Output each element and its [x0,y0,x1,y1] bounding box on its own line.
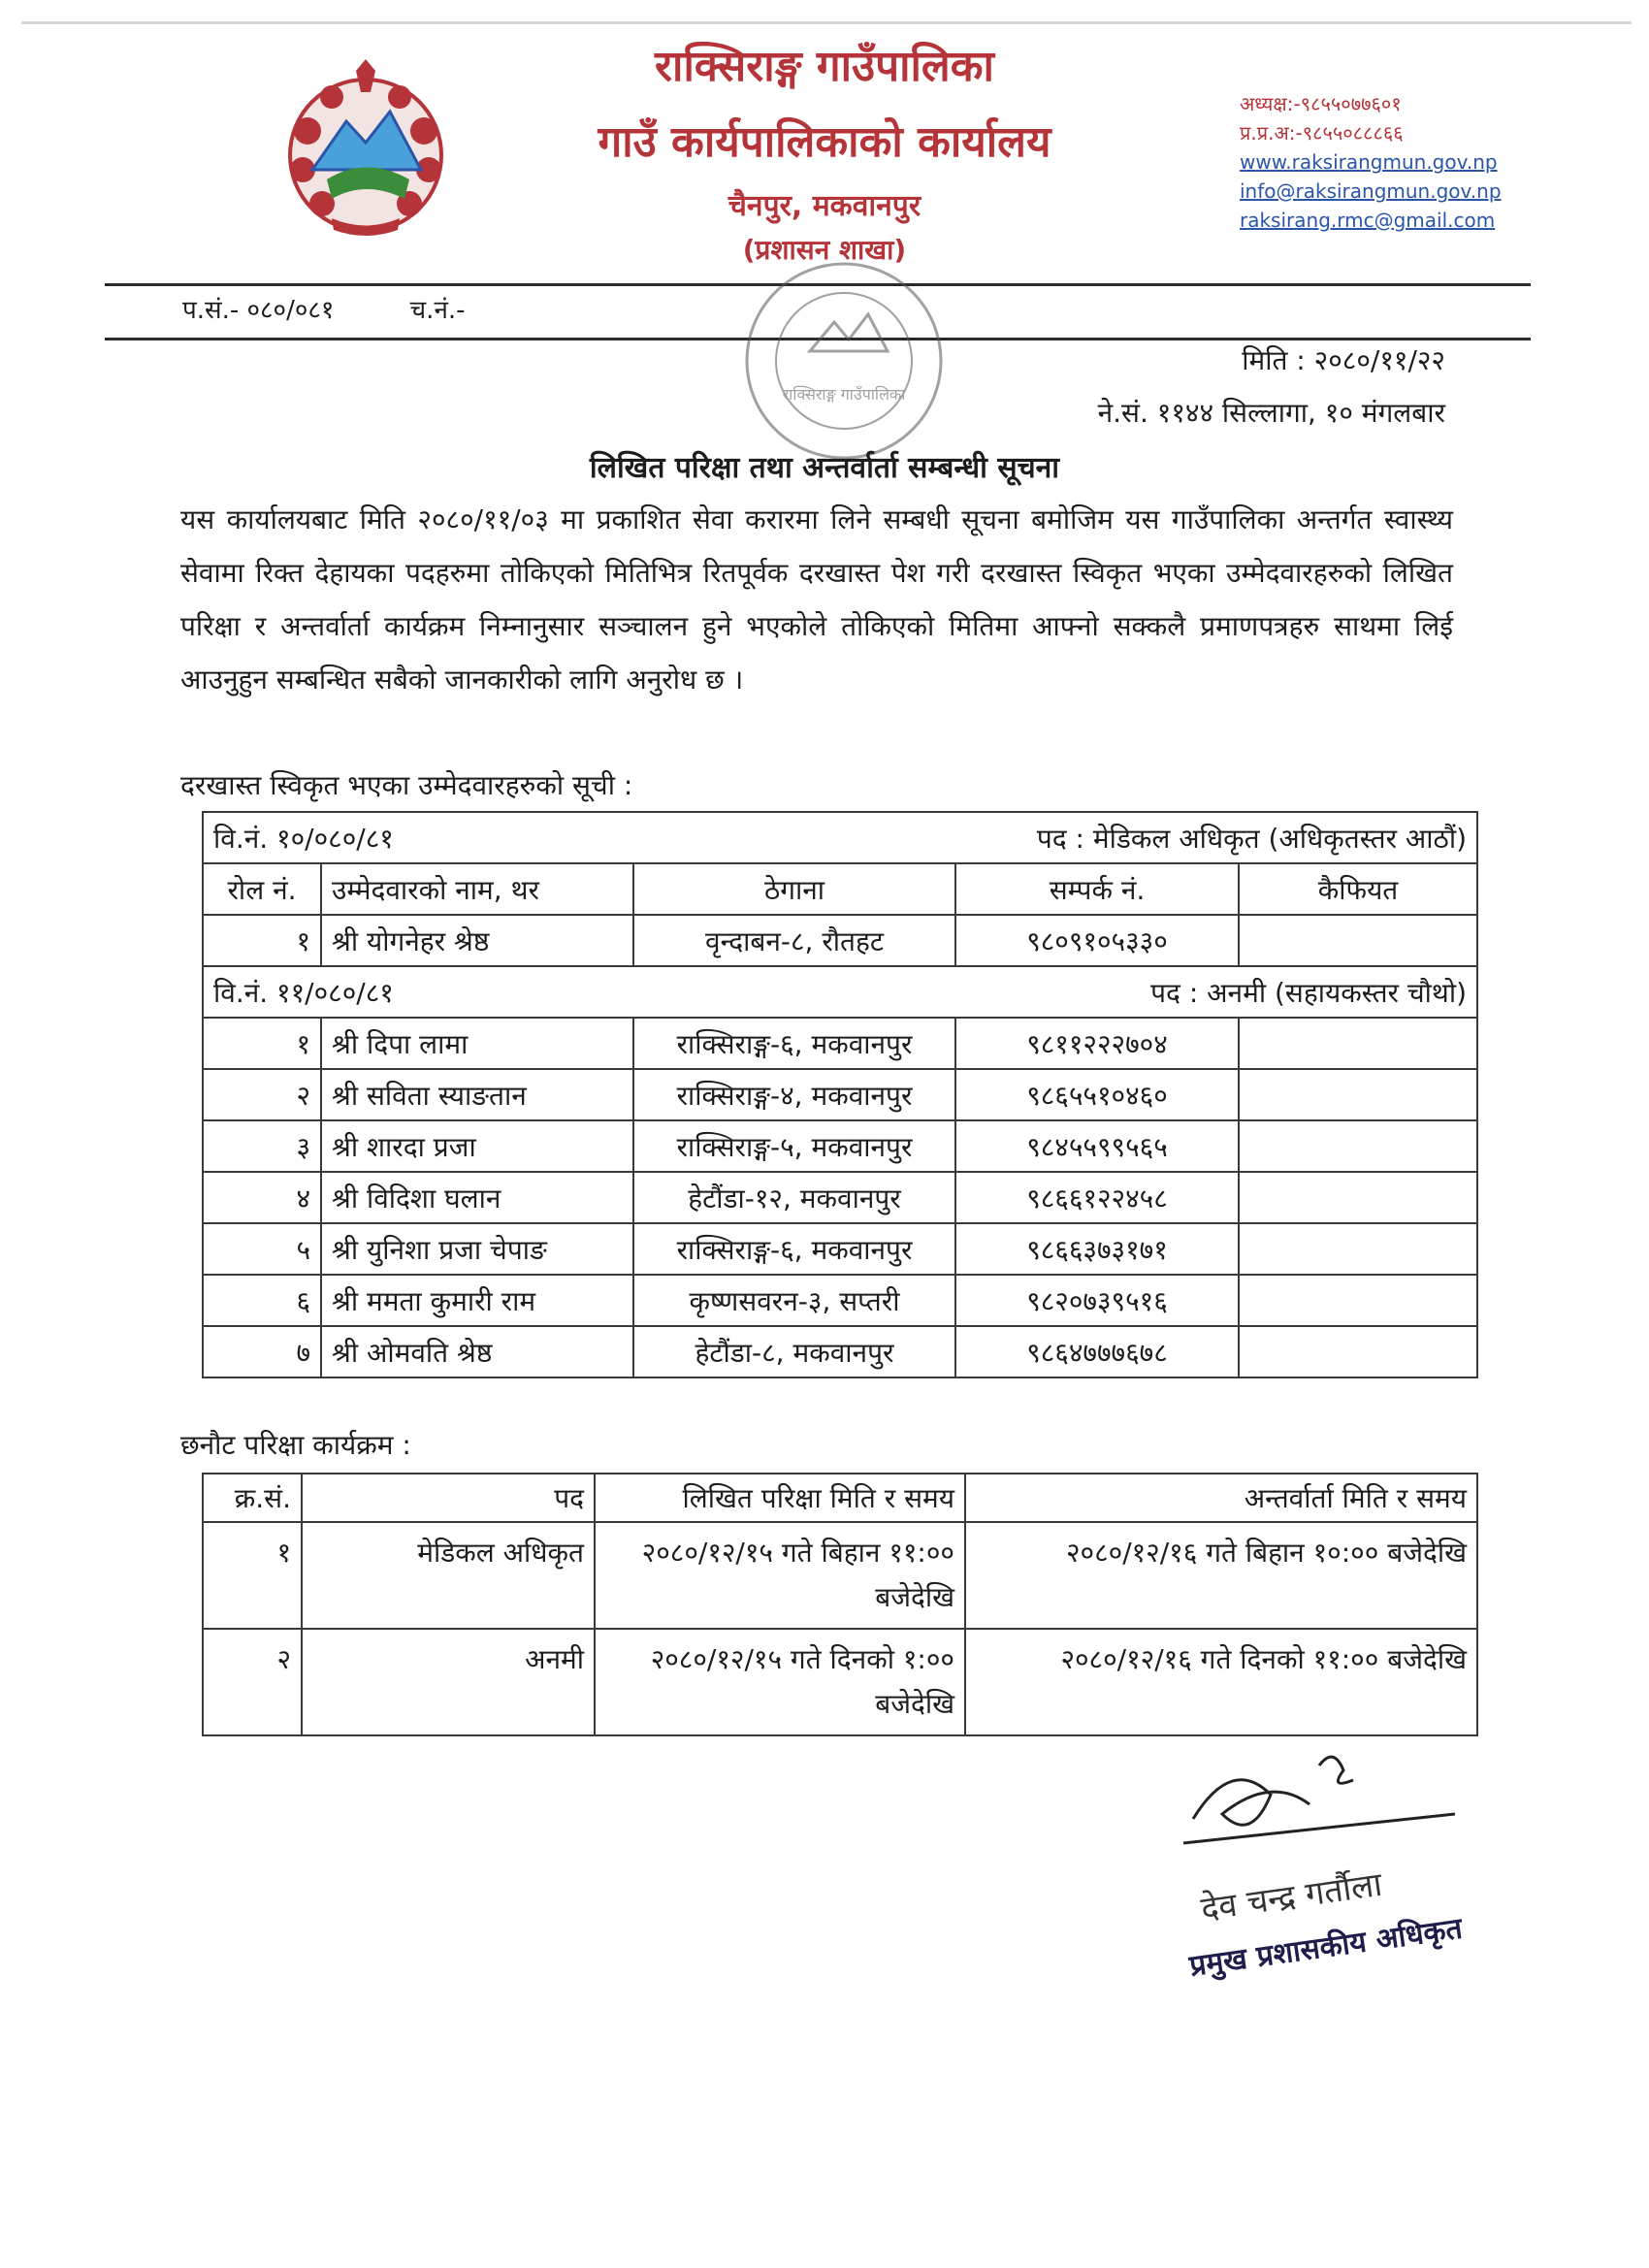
schedule-table [202,1473,1478,1736]
col-header-interview: अन्तर्वार्ता मिति र समय [965,1474,1477,1522]
name-cell: श्री ममता कुमारी राम [321,1275,633,1326]
address-cell: राक्सिराङ्ग-६, मकवानपुर [633,1223,955,1275]
candidate-list-caption: दरखास्त स्विकृत भएका उम्मेदवारहरुको सूची : [180,769,633,801]
col-header-contact: सम्पर्क नं. [955,863,1239,915]
col-header-roll: रोल नं. [203,863,321,915]
office-section: (प्रशासन शाखा) [742,234,907,266]
table-row [203,1629,1477,1735]
col-header-address: ठेगाना [633,863,955,915]
roll-cell: १ [203,1018,321,1069]
office-stamp [737,254,951,468]
email-link-info[interactable]: info@raksirangmun.gov.np [1240,179,1502,203]
roll-cell: ३ [203,1120,321,1172]
address-cell: कृष्णसवरन-३, सप्तरी [633,1275,955,1326]
table-header-row [203,1474,1477,1522]
roll-cell: ७ [203,1326,321,1377]
contact-cell: ९८०९१०५३३० [955,915,1239,966]
address-cell: हेटौंडा-८, मकवानपुर [633,1326,955,1377]
name-cell: श्री सविता स्याङतान [321,1069,633,1120]
remarks-cell [1239,1275,1477,1326]
col-header-sn: क्र.सं. [203,1474,302,1522]
advert-number: वि.नं. ११/०८०/८१ [213,976,394,1009]
sn-cell: २ [203,1629,302,1735]
table-row [203,1069,1477,1120]
letter-number: प.सं.- ०८०/०८१ [182,296,335,325]
name-cell: श्री युनिशा प्रजा चेपाङ [321,1223,633,1275]
remarks-cell [1239,1120,1477,1172]
col-header-written-exam: लिखित परिक्षा मिति र समय [595,1474,965,1522]
contact-block [1240,89,1502,235]
address-cell: राक्सिराङ्ग-४, मकवानपुर [633,1069,955,1120]
address-cell: वृन्दाबन-८, रौतहट [633,915,955,966]
table-row [203,915,1477,966]
notice-body: यस कार्यालयबाट मिति २०८०/११/०३ मा प्रकाशित सेवा करारमा लिने सम्बधी सूचना बमोजिम यस गाउँपालिका अन्तर्गत स्वास्थ्य सेवामा रिक्त देहायका पदहरुमा तोकिएको मितिभित्र रितपूर्वक दरखास्त पेश गरी दरखास्त स्विकृत भएका उम्मेदवारहरुको लिखित परिक्षा र अन्तर्वार्ता कार्यक्रम निम्नानुसार सञ्चालन हुने भएकोले तोकिएको मितिमा आफ्नो सक्कलै प्रमाणपत्रहरु साथमा लिई आउनुहुन सम्बन्धित सबैको जानकारीको लागि अनुरोध छ । [180,503,1453,696]
website-link[interactable]: www.raksirangmun.gov.np [1240,150,1498,174]
name-cell: श्री दिपा लामा [321,1018,633,1069]
contact-cell: ९८६६१२२४५८ [955,1172,1239,1223]
date-line: मिति : २०८०/११/२२ [1242,344,1445,376]
remarks-cell [1239,1018,1477,1069]
candidate-table [202,811,1478,1378]
dispatch-number: च.नं.- [409,296,466,325]
notice-title: लिखित परिक्षा तथा अन्तर्वार्ता सम्बन्धी सूचना [589,451,1060,485]
sn-cell: १ [203,1522,302,1629]
cao-phone: प्र.प्र.अ:-९८५५०८८८६६ [1240,121,1404,145]
advert-number: वि.नं. १०/०८०/८१ [213,822,394,855]
remarks-cell [1239,915,1477,966]
contact-cell: ९८११२२२७०४ [955,1018,1239,1069]
table-row [203,1326,1477,1377]
remarks-cell [1239,1326,1477,1377]
post-name: पद : अनमी (सहायकस्तर चौथो) [1150,976,1467,1009]
table-row [203,1120,1477,1172]
contact-cell: ९८६६३७३१७१ [955,1223,1239,1275]
roll-cell: ६ [203,1275,321,1326]
address-cell: राक्सिराङ्ग-५, मकवानपुर [633,1120,955,1172]
address-cell: राक्सिराङ्ग-६, मकवानपुर [633,1018,955,1069]
chair-phone: अध्यक्ष:-९८५५०७७६०१ [1240,92,1402,115]
office-name: गाउँ कार्यपालिकाको कार्यालय [598,117,1051,167]
contact-cell: ९८४५५९९५६५ [955,1120,1239,1172]
page-edge [21,21,1632,24]
table-header-row [203,863,1477,915]
contact-cell: ९८६५५१०४६० [955,1069,1239,1120]
post-cell: अनमी [302,1629,595,1735]
table-row [203,1522,1477,1629]
office-address: चैनपुर, मकवानपुर [728,189,922,223]
col-header-name: उम्मेदवारको नाम, थर [321,863,633,915]
signature [1164,1736,1513,1989]
contact-cell: ९८६४७७७६७८ [955,1326,1239,1377]
group-header-row [203,812,1477,863]
roll-cell: ४ [203,1172,321,1223]
roll-cell: २ [203,1069,321,1120]
table-row [203,1018,1477,1069]
remarks-cell [1239,1069,1477,1120]
signatory-title: प्रमुख प्रशासकीय अधिकृत [1187,1911,1465,1984]
municipality-name: राक्सिराङ्ग गाउँपालिका [655,42,994,91]
post-cell: मेडिकल अधिकृत [302,1522,595,1629]
group-header-row [203,966,1477,1018]
interview-cell: २०८०/१२/१६ गते बिहान १०:०० बजेदेखि [965,1522,1477,1629]
col-header-post: पद [302,1474,595,1522]
remarks-cell [1239,1223,1477,1275]
name-cell: श्री शारदा प्रजा [321,1120,633,1172]
table-row [203,1223,1477,1275]
roll-cell: १ [203,915,321,966]
col-header-remarks: कैफियत [1239,863,1477,915]
reference-line [182,291,534,326]
address-cell: हेटौंडा-१२, मकवानपुर [633,1172,955,1223]
name-cell: श्री योगनेहर श्रेष्ठ [321,915,633,966]
signatory-name: देव चन्द्र गर्तौला [1198,1864,1385,1929]
schedule-caption: छनौट परिक्षा कार्यक्रम : [180,1429,411,1461]
post-name: पद : मेडिकल अधिकृत (अधिकृतस्तर आठौं) [1036,822,1467,855]
email-link-gmail[interactable]: raksirang.rmc@gmail.com [1240,209,1496,232]
roll-cell: ५ [203,1223,321,1275]
name-cell: श्री विदिशा घलान [321,1172,633,1223]
name-cell: श्री ओमवति श्रेष्ठ [321,1326,633,1377]
contact-cell: ९८२०७३९५१६ [955,1275,1239,1326]
table-row [203,1172,1477,1223]
written-exam-cell: २०८०/१२/१५ गते दिनको १:०० बजेदेखि [595,1629,965,1735]
stamp-text: राक्सिराङ्ग गाउँपालिका [782,385,906,404]
written-exam-cell: २०८०/१२/१५ गते बिहान ११:०० बजेदेखि [595,1522,965,1629]
remarks-cell [1239,1172,1477,1223]
table-row [203,1275,1477,1326]
nepal-sambat-date: ने.सं. ११४४ सिल्लागा, १० मंगलबार [1097,397,1445,429]
interview-cell: २०८०/१२/१६ गते दिनको ११:०० बजेदेखि [965,1629,1477,1735]
